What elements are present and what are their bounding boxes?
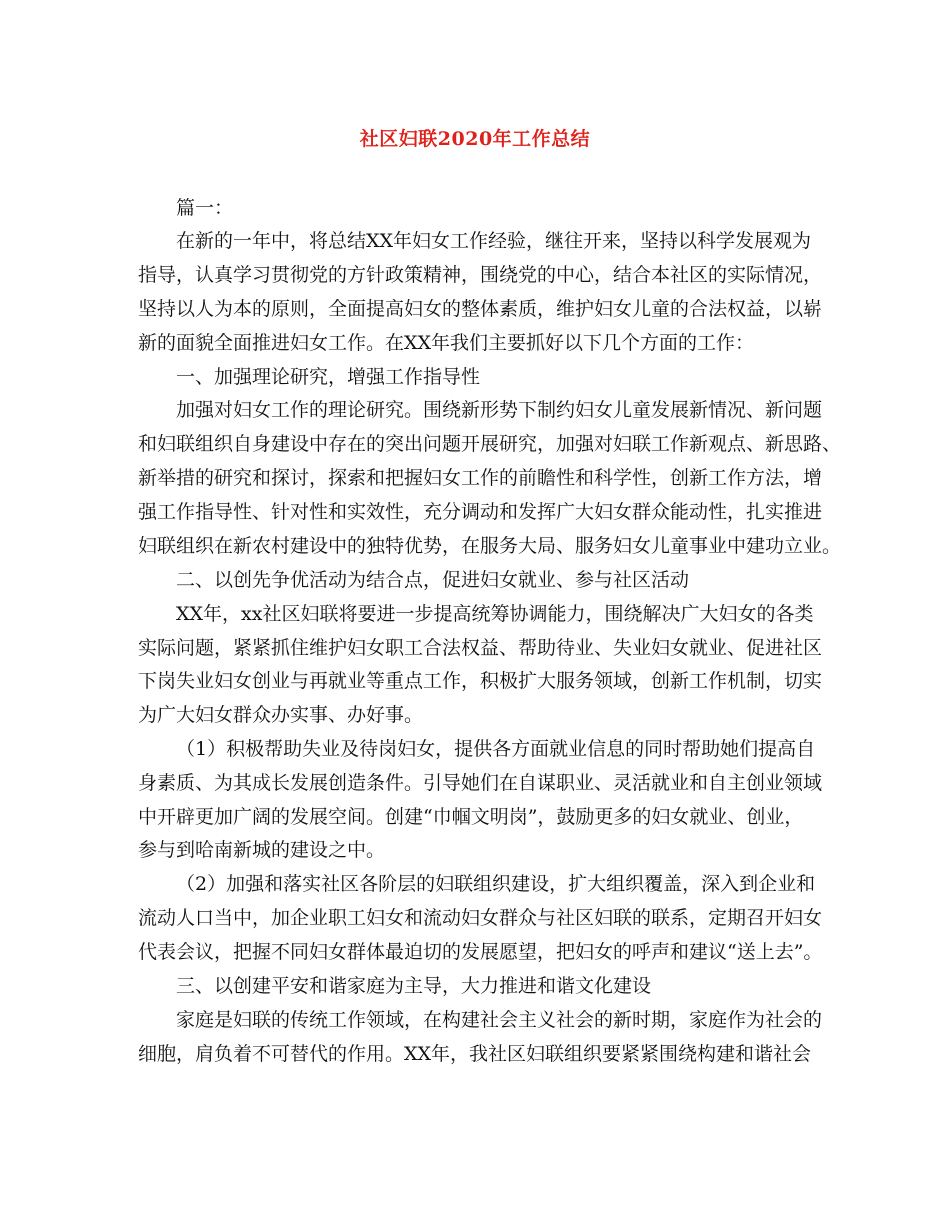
paragraph-line: 流动人口当中，加企业职工妇女和流动妇女群众与社区妇联的联系，定期召开妇女 xyxy=(138,907,823,929)
paragraph-line: 新举措的研究和探讨，探索和把握妇女工作的前瞻性和科学性，创新工作方法，增 xyxy=(138,467,823,489)
paragraph-line: （1）积极帮助失业及待岗妇女，提供各方面就业信息的同时帮助她们提高自 xyxy=(176,738,816,760)
paragraph-line: （2）加强和落实社区各阶层的妇联组织建设，扩大组织覆盖，深入到企业和 xyxy=(176,873,816,895)
paragraph-line: 篇一： xyxy=(176,197,234,219)
paragraph-line: 下岗失业妇女创业与再就业等重点工作，积极扩大服务领域，创新工作机制，切实 xyxy=(138,670,823,692)
paragraph-line: 指导，认真学习贯彻党的方针政策精神，围绕党的中心，结合本社区的实际情况， xyxy=(138,264,823,286)
paragraph-line: 中开辟更加广阔的发展空间。创建“巾帼文明岗”，鼓励更多的妇女就业、创业， xyxy=(138,806,804,828)
paragraph-line: 身素质、为其成长发展创造条件。引导她们在自谋职业、灵活就业和自主创业领域 xyxy=(138,772,823,794)
paragraph-line: 实际问题，紧紧抓住维护妇女职工合法权益、帮助待业、失业妇女就业、促进社区 xyxy=(138,637,823,659)
section-heading: 三、以创建平安和谐家庭为主导，大力推进和谐文化建设 xyxy=(176,975,652,997)
paragraph-line: 新的面貌全面推进妇女工作。在XX年我们主要抓好以下几个方面的工作： xyxy=(138,332,755,354)
paragraph-line: 加强对妇女工作的理论研究。围绕新形势下制约妇女儿童发展新情况、新问题 xyxy=(176,399,823,421)
paragraph-line: 妇联组织在新农村建设中的独特优势，在服务大局、服务妇女儿童事业中建功立业。 xyxy=(138,535,842,557)
paragraph-line: 为广大妇女群众办实事、办好事。 xyxy=(138,704,424,726)
section-heading: 二、以创先争优活动为结合点，促进妇女就业、参与社区活动 xyxy=(176,569,690,591)
paragraph-line: 细胞，肩负着不可替代的作用。XX年，我社区妇联组织要紧紧围绕构建和谐社会 xyxy=(138,1043,812,1065)
paragraph-line: 代表会议，把握不同妇女群体最迫切的发展愿望，把妇女的呼声和建议“送上去”。 xyxy=(138,941,823,963)
paragraph-line: XX年，xx社区妇联将要进一步提高统筹协调能力，围绕解决广大妇女的各类 xyxy=(176,603,814,625)
paragraph-line: 和妇联组织自身建设中存在的突出问题开展研究，加强对妇联工作新观点、新思路、 xyxy=(138,433,842,455)
paragraph-line: 强工作指导性、针对性和实效性，充分调动和发挥广大妇女群众能动性，扎实推进 xyxy=(138,501,823,523)
paragraph-line: 参与到哈南新城的建设之中。 xyxy=(138,839,386,861)
document-title: 社区妇联2020年工作总结 xyxy=(359,128,591,150)
paragraph-line: 在新的一年中，将总结XX年妇女工作经验，继往开来，坚持以科学发展观为 xyxy=(176,230,812,252)
paragraph-line: 家庭是妇联的传统工作领域，在构建社会主义社会的新时期，家庭作为社会的 xyxy=(176,1009,823,1031)
section-heading: 一、加强理论研究，增强工作指导性 xyxy=(176,366,481,388)
paragraph-line: 坚持以人为本的原则，全面提高妇女的整体素质，维护妇女儿童的合法权益，以崭 xyxy=(138,298,823,320)
